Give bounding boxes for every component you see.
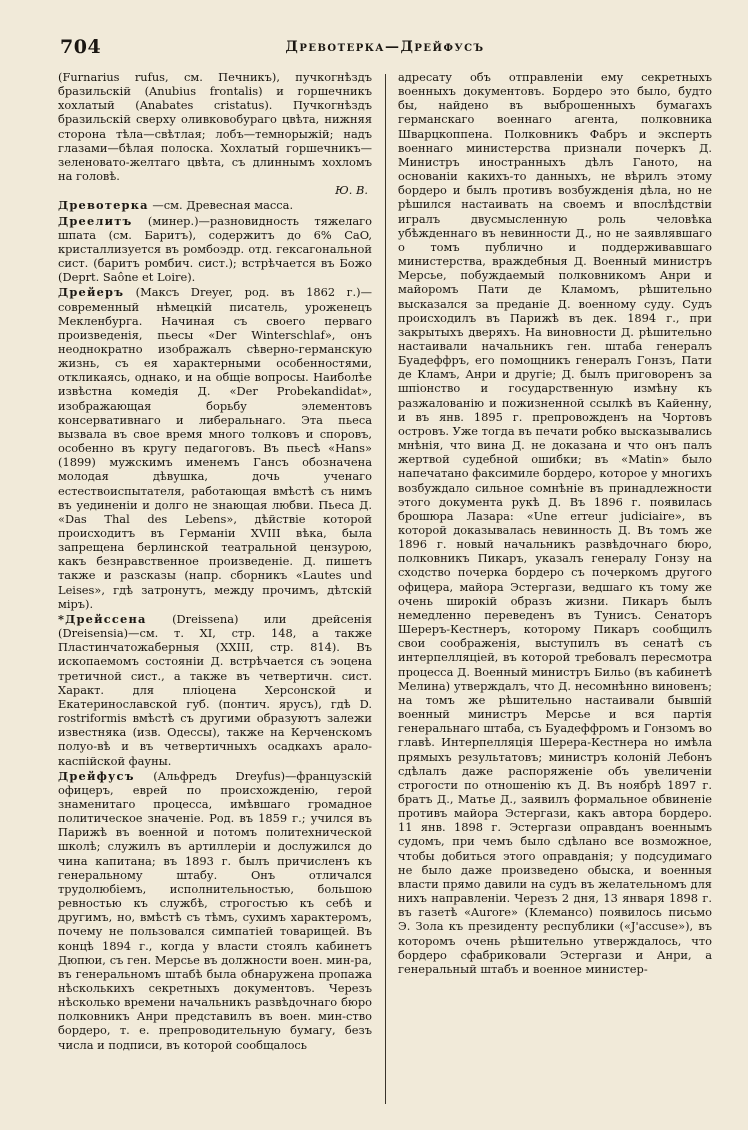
dictionary-entry: [58, 769, 372, 1052]
running-head: Древотерка—Дрейфусъ: [285, 39, 485, 55]
entry-headword: Древотерка: [58, 198, 149, 213]
dictionary-entry: [398, 70, 712, 976]
dictionary-entry: [58, 285, 372, 611]
text-columns: [58, 70, 712, 1110]
dictionary-entry: [58, 198, 372, 212]
author-signature: Ю. В.: [335, 183, 368, 198]
left-column: [58, 70, 372, 1110]
entry-headword: Дреелитъ: [58, 213, 133, 228]
column-divider: [385, 74, 386, 1104]
page-header: [60, 36, 710, 60]
entry-text: (Альфредъ Dreyfus)—французскій офицеръ, еврей по происхожденію, герой знаменитаго процесса, имѣвшаго громадное политическое значеніе. Род. въ 1859 г.; учился въ Парижѣ въ военной и потомъ политехнической школѣ; служилъ въ артиллеріи и дослужился до чина капитана; въ 1893 г. былъ причисленъ къ генеральному штабу. Онъ отличался трудолюбіемъ, исполнительностью, большою ревностью къ службѣ, строгостью къ себѣ и другимъ, но, вмѣстѣ съ тѣмъ, сухимъ характеромъ, почему не пользовался симпатіей товарищей. Въ концѣ 1894 г., когда у власти стоялъ кабинетъ Дюпюи, съ ген. Мерсье въ должности воен. мин-ра, въ генеральномъ штабѣ была обнаружена пропажа нѣсколькихъ секретныхъ документовъ. Черезъ нѣсколько времени начальникъ развѣдочнаго бюро полковникъ Анри представилъ въ воен. мин-ство бордеро, т. е. препроводительную бумагу, безъ числа и подписи, въ которой сообщалось: [58, 768, 372, 1052]
entry-headword: *Дрейссена: [58, 611, 147, 626]
entry-text: (Dreissena) или дрейсенія (Dreisensia)—см. т. XI, стр. 148, а также Пластинчатожаберныя (XXIII, стр. 814). Въ ископаемомъ состояніи Д. встрѣчается съ эоцена третичной сист., а также въ четвертичн. сист. Характ. для пліоцена Херсонской и Екатеринославской губ. (понтич. ярусъ), гдѣ D. rostriformis вмѣстѣ съ другими образуютъ залежи известняка (изв. Одессы), также на Керченскомъ полуо-вѣ и въ четвертичныхъ осадкахъ арало-каспійской фауны.: [58, 611, 372, 768]
entry-text: —см. Древесная масса.: [152, 198, 294, 213]
dictionary-entry: [58, 70, 372, 197]
entry-headword: Дрейеръ: [58, 285, 125, 300]
entry-headword: Дрейфусъ: [58, 768, 135, 783]
entry-text: (минер.)—разновидность тяжелаго шпата (см. Баритъ), содержитъ до 6% CaO, кристаллизуется въ ромбоэдр. отд. гексагональной сист. (баритъ ромбич. сист.); встрѣчается въ Божо (Deprt. Saône et Loire).: [58, 213, 372, 285]
dictionary-entry: [58, 612, 372, 768]
entry-text: (Furnarius rufus, см. Печникъ), пучкогнѣздъ бразильскій (Anubius frontalis) и горшечникъ хохлатый (Anabates cristatus). Пучкогнѣздъ бразильскій сверху оливковобураго цвѣта, нижняя сторона тѣла—свѣтлая; лобъ—темнорыжій; надъ глазами—бѣлая полоска. Хохлатый горшечникъ—зеленовато-желтаго цвѣта, съ длиннымъ хохломъ на головѣ.: [58, 70, 372, 184]
entry-text: (Максъ Dreyer, род. въ 1862 г.)—современный нѣмецкій писатель, уроженецъ Мекленбурга. Начиная съ своего перваго произведенія, пьесы «Der Winterschlaf», онъ неоднократно изображалъ сѣверно-германскую жизнь, съ ея характерными особенностями, откликаясь, однако, и на общіе вопросы. Наиболѣе извѣстна комедія Д. «Der Probekandidat», изображающая борьбу элементовъ консервативнаго и либеральнаго. Эта пьеса вызвала въ свое время много толковъ и споровъ, особенно въ кругу педагоговъ. Въ пьесѣ «Hans» (1899) мужскимъ именемъ Гансъ обозначена молодая дѣвушка, дочь ученаго естествоиспытателя, работающая вмѣстѣ съ нимъ въ уединеніи и долго не знающая любви. Пьеса Д. «Das Thal des Lebens», дѣйствіе которой происходитъ въ Германіи XVIII вѣка, была запрещена берлинской театральной цензурою, какъ безнравственное произведеніе. Д. пишетъ также и разсказы (напр. сборникъ «Lautes und Leises», гдѣ затронутъ, между прочимъ, дѣтскій міръ).: [58, 285, 372, 611]
page-number: 704: [60, 36, 102, 58]
dictionary-entry: [58, 214, 372, 285]
right-column: [398, 70, 712, 1110]
entry-text: адресату объ отправленіи ему секретныхъ военныхъ документовъ. Бордеро это было, будто бы, найдено въ выброшенныхъ бумагахъ германскаго военнаго агента, полковника Шварцкоппена. Полковникъ Фабръ и эксперть военнаго министерства признали почеркъ Д. Министръ иностранныхъ дѣлъ Ганото, на основаніи какихъ-то данныхъ, не вѣрилъ этому бордеро и былъ противъ возбужденія дѣла, но не рѣшился настаивать на своемъ и впослѣдствіи игралъ двусмысленную роль человѣка убѣжденнаго въ невинности Д., но не заявлявшаго о томъ публично и поддерживавшаго министерства, враждебныя Д. Военный министръ Мерсье, побуждаемый полковникомъ Анри и майоромъ Пати де Кламомъ, рѣшительно высказался за преданіе Д. военному суду. Судъ происходилъ въ Парижѣ въ дек. 1894 г., при закрытыхъ дверяхъ. На виновности Д. рѣшительно настаивали начальникъ ген. штаба генералъ Буадеффръ, его помощникъ генералъ Гонзъ, Пати де Кламъ, Анри и другіе; Д. былъ приговоренъ за шпіонство и государственную измѣну къ разжалованію и пожизненной ссылкѣ въ Кайенну, и въ янв. 1895 г. препровожденъ на Чортовъ островъ. Уже тогда въ печати робко высказывались мнѣнія, что вина Д. не доказана и что онъ палъ жертвой судебной ошибки; въ «Matin» было напечатано факсимиле бордеро, которое у многихъ возбуждало сильное сомнѣніе въ принадлежности этого документа рукѣ Д. Въ 1896 г. появилась брошюра Лазара: «Une erreur judiciaire», въ которой доказывалась невинность Д. Въ томъ же 1896 г. новый начальникъ развѣдочнаго бюро, полковникъ Пикаръ, указалъ генералу Гонзу на сходство почерка бордеро съ почеркомъ другого офицера, майора Эстергази, ведшаго къ тому же очень широкій образъ жизни. Пикаръ былъ немедленно переведенъ въ Тунисъ. Сенаторъ Шереръ-Кестнеръ, которому Пикаръ сообщилъ свои соображенія, выступилъ въ сенатѣ съ интерпелляціей, въ которой требовалъ пересмотра процесса Д. Военный министръ Бильо (въ кабинетѣ Мелина) утверждалъ, что Д. несомнѣнно виновенъ; на томъ же рѣшительно настаивали бывшій военный министръ Мерсье и вся партія генеральнаго штаба, съ Буадеффромъ и Гонзомъ во главѣ. Интерпелляція Шерера-Кестнера но имѣла прямыхъ результатовъ; министръ колоній Лебонъ сдѣлалъ даже распоряженіе объ увеличеніи строгости по отношенію къ Д. Въ ноябрѣ 1897 г. братъ Д., Матье Д., заявилъ формальное обвиненіе противъ майора Эстергази, какъ автора бордеро. 11 янв. 1898 г. Эстергази оправданъ военнымъ судомъ, при чемъ было сдѣлано все возможное, чтобы добиться этого оправданія; у подсудимаго не было даже произведено обыска, и военныя власти прямо давили на судъ въ желательномъ для нихъ направленіи. Черезъ 2 дня, 13 января 1898 г. въ газетѣ «Aurore» (Клемансо) появилось письмо Э. Зола къ президенту республики («J'accuse»), въ которомъ очень рѣшительно утверждалось, что бордеро сфабриковали Эстергази и Анри, а генеральный штабъ и военное министер-: [398, 70, 712, 976]
